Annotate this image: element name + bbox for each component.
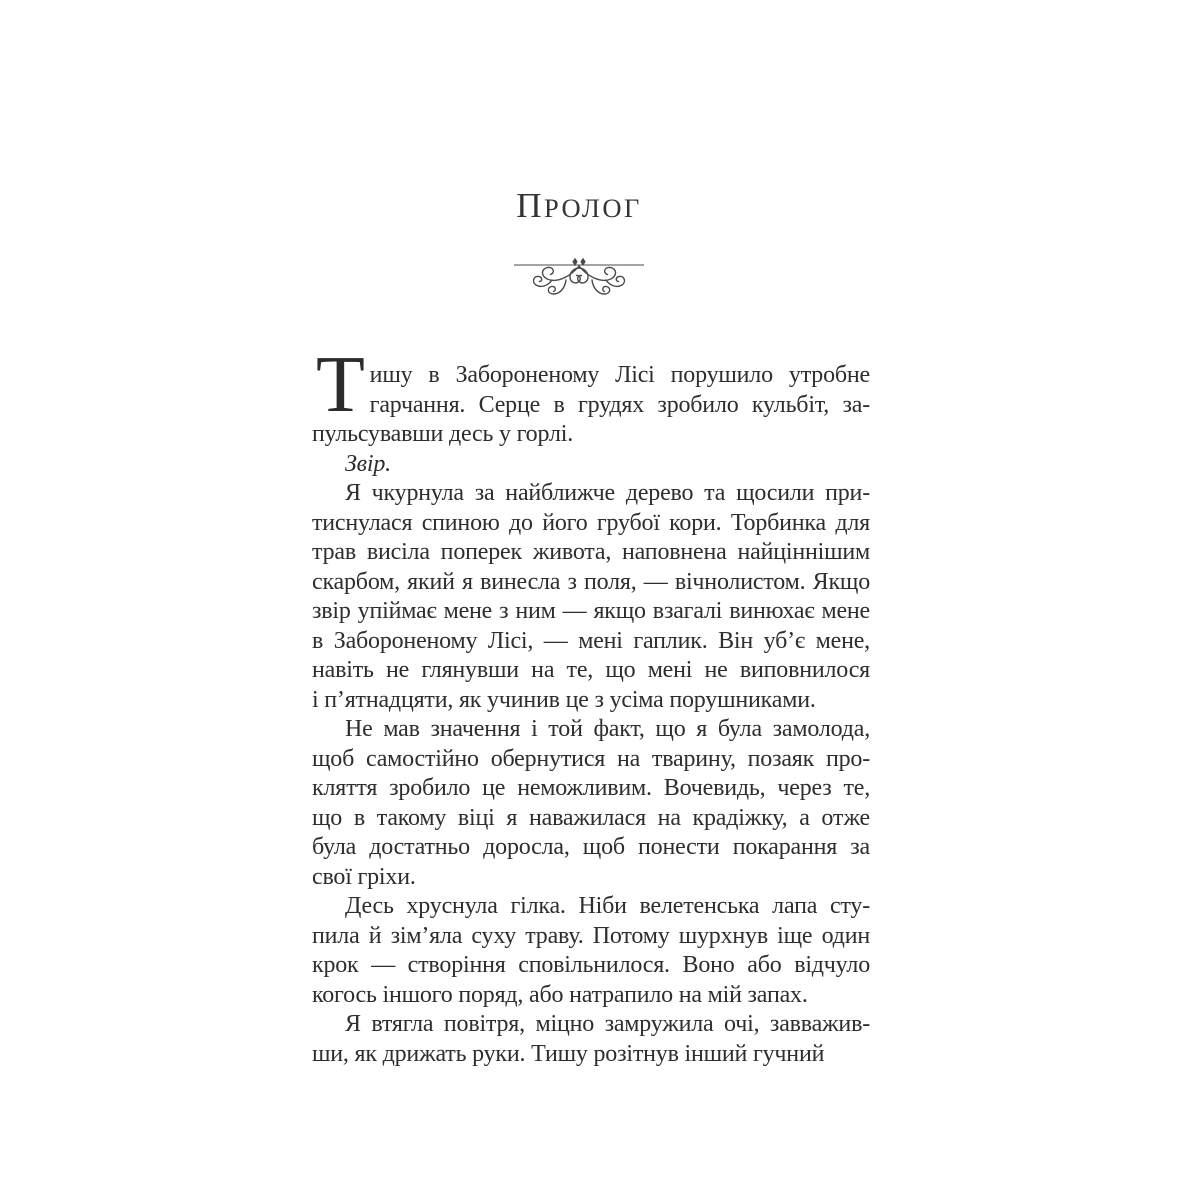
flourish-right-half — [578, 266, 625, 294]
text-line: що в такому віці я наважилася на крадіжку, а отже — [312, 804, 870, 831]
text-line: ишу в Забороненому Лісі порушило утробне — [369, 362, 870, 388]
text-line: когось іншого поряд, або натрапило на мій запах. — [312, 981, 808, 1008]
text-line: Десь хруснула гілка. Ніби велетенська лапа сту- — [345, 893, 870, 919]
text-line: була достатньо доросла, щоб понести покарання за — [312, 834, 870, 860]
body-text — [312, 341, 870, 1069]
paragraph-5 — [312, 892, 870, 1010]
text-line: ши, як дрижать руки. Тишу розітнув інший гучний — [312, 1040, 825, 1067]
text-line: Я втягла повітря, міцно замружила очі, завважив- — [345, 1011, 870, 1037]
paragraph-4 — [312, 715, 870, 892]
paragraph-6 — [312, 1010, 870, 1069]
text-line: свої гріхи. — [312, 863, 416, 890]
chapter-title-initial: П — [516, 186, 544, 225]
paragraph-1 — [312, 341, 870, 450]
chapter-title-rest: РОЛОГ — [543, 193, 642, 223]
text-line: трав висіла поперек живота, наповнена найціннішим — [312, 539, 870, 565]
text-line: і п’ятнадцяти, як учинив це з усіма порушниками. — [312, 686, 816, 713]
chapter-title — [300, 186, 858, 226]
text-line: щоб самостійно обернутися на тварину, позаяк про- — [312, 745, 870, 772]
text-line: кляття зробило це неможливим. Вочевидь, через те, — [312, 775, 870, 801]
text-line: Звір. — [345, 450, 391, 477]
text-line: гарчання. Серце в грудях зробило кульбіт, за- — [369, 391, 870, 418]
text-line: пила й зім’яла суху траву. Потому шурхнув іще один — [312, 922, 870, 949]
drop-cap: Т — [316, 341, 365, 429]
text-line: звір упіймає мене з ним — якщо взагалі винюхає мене — [312, 598, 870, 624]
paragraph-2 — [312, 450, 870, 480]
text-line: Я чкурнула за найближче дерево та щосили при- — [345, 480, 870, 506]
flourish-left-half — [534, 266, 581, 294]
text-line: крок — створіння сповільнилося. Воно або відчуло — [312, 952, 870, 978]
text-line: тиснулася спиною до його грубої кори. Торбинка для — [312, 509, 870, 536]
flourish-divider-icon — [514, 256, 644, 306]
text-line: скарбом, який я винесла з поля, — вічнолистом. Якщо — [312, 568, 870, 595]
paragraph-3 — [312, 479, 870, 715]
text-line: навіть не глянувши на те, що мені не виповнилося — [312, 657, 870, 683]
text-line: пульсувавши десь у горлі. — [312, 421, 574, 447]
text-line: в Забороненому Лісі, — мені гаплик. Він уб’є мене, — [312, 627, 870, 654]
text-line: Не мав значення і той факт, що я була замолода, — [345, 716, 870, 742]
